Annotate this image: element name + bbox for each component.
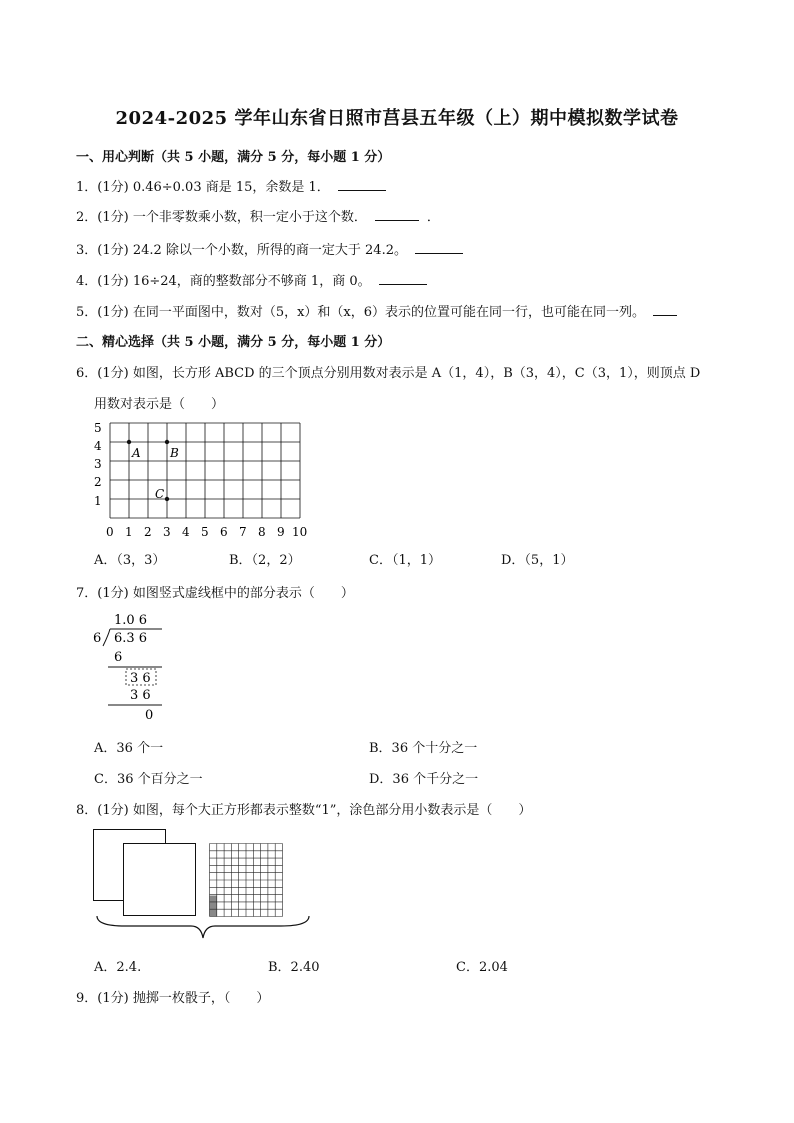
question-6-line-1: 6．(1分) 如图，长方形 ABCD 的三个顶点分别用数对表示是 A（1，4），B（3，4），C（3，1），则顶点 D [76, 366, 701, 381]
x-axis-label: 8 [258, 525, 266, 539]
x-axis-label: 10 [292, 525, 308, 539]
hundredths-grid [209, 843, 283, 917]
question-2-text: 2．(1分) 一个非零数乘小数，积一定小于这个数． [76, 210, 367, 225]
brace [95, 914, 311, 942]
quotient: 1.0 6 [114, 613, 148, 628]
point-a-label: A [132, 446, 141, 460]
long-division [88, 606, 178, 724]
x-axis-label: 1 [125, 525, 133, 539]
y-axis-label: 3 [94, 457, 102, 471]
y-axis-label: 1 [94, 494, 102, 508]
x-axis-label: 7 [239, 525, 247, 539]
question-5 [76, 301, 677, 320]
section-heading-2: 二、精心选择（共 5 小题，满分 5 分，每小题 1 分） [76, 335, 391, 350]
answer-blank[interactable] [379, 272, 427, 285]
q7-option-a[interactable]: A．36 个一 [94, 741, 164, 756]
point-c-dot [165, 497, 169, 501]
point-c-label: C [155, 487, 165, 501]
hundredths-grid-figure [209, 843, 283, 921]
q8-option-a[interactable]: A．2.4. [94, 960, 142, 975]
coordinate-grid-figure [88, 418, 318, 544]
x-axis-label: 5 [201, 525, 209, 539]
point-a-dot [127, 440, 131, 444]
y-axis-label: 2 [94, 475, 102, 489]
step-subtract-2: 3 6 [130, 688, 151, 703]
q7-option-b[interactable]: B．36 个十分之一 [369, 741, 478, 756]
x-axis-label: 3 [163, 525, 171, 539]
question-3-text: 3．(1分) 24.2 除以一个小数，所得的商一定大于 24.2。 [76, 243, 407, 258]
q6-option-b[interactable]: B．（2，2） [229, 553, 301, 568]
q7-option-c[interactable]: C．36 个百分之一 [94, 772, 203, 787]
point-b-dot [165, 440, 169, 444]
question-1-text: 1．(1分) 0.46÷0.03 商是 15，余数是 1． [76, 180, 330, 195]
x-axis-label: 6 [220, 525, 228, 539]
question-9: 9．(1分) 抛掷一枚骰子，（ ） [76, 991, 270, 1006]
long-division-figure [88, 606, 178, 728]
y-axis-label: 5 [94, 421, 102, 435]
question-4 [76, 270, 427, 289]
big-square-front [123, 843, 196, 916]
page-title: 2024-2025 学年山东省日照市莒县五年级（上）期中模拟数学试卷 [115, 108, 679, 129]
q7-option-d[interactable]: D．36 个千分之一 [369, 772, 479, 787]
x-axis-label: 0 [106, 525, 114, 539]
answer-blank[interactable] [375, 208, 419, 221]
question-4-text: 4．(1分) 16÷24，商的整数部分不够商 1，商 0。 [76, 274, 371, 289]
q8-option-c[interactable]: C．2.04 [456, 960, 508, 975]
dividend: 6.3 6 [114, 631, 148, 646]
step-bring-down: 3 6 [130, 671, 151, 686]
point-b-label: B [170, 446, 179, 460]
answer-blank[interactable] [338, 178, 386, 191]
answer-blank[interactable] [415, 241, 463, 254]
x-axis-label: 2 [144, 525, 152, 539]
step-subtract: 6 [114, 650, 123, 665]
x-axis-label: 9 [277, 525, 285, 539]
question-2-tail: ． [426, 210, 440, 225]
q8-option-b[interactable]: B．2.40 [268, 960, 320, 975]
question-3 [76, 239, 463, 258]
question-7: 7．(1分) 如图竖式虚线框中的部分表示（ ） [76, 586, 354, 601]
coordinate-grid [88, 418, 318, 544]
divisor: 6 [93, 631, 102, 646]
x-axis-label: 4 [182, 525, 190, 539]
y-axis-label: 4 [94, 439, 102, 453]
q6-option-d[interactable]: D．（5，1） [501, 553, 574, 568]
q6-option-a[interactable]: A．（3，3） [94, 553, 166, 568]
question-8: 8．(1分) 如图，每个大正方形都表示整数“1”，涂色部分用小数表示是（ ） [76, 803, 532, 818]
q6-option-c[interactable]: C．（1，1） [369, 553, 441, 568]
question-6-line-2: 用数对表示是（ ） [94, 397, 225, 412]
question-1 [76, 176, 386, 195]
question-5-text: 5．(1分) 在同一平面图中，数对（5，x）和（x，6）表示的位置可能在同一行，也可能在同一列。 [76, 305, 646, 320]
question-2 [76, 206, 440, 225]
answer-blank[interactable] [653, 303, 677, 316]
remainder: 0 [145, 708, 154, 723]
section-heading-1: 一、用心判断（共 5 小题，满分 5 分，每小题 1 分） [76, 150, 391, 165]
